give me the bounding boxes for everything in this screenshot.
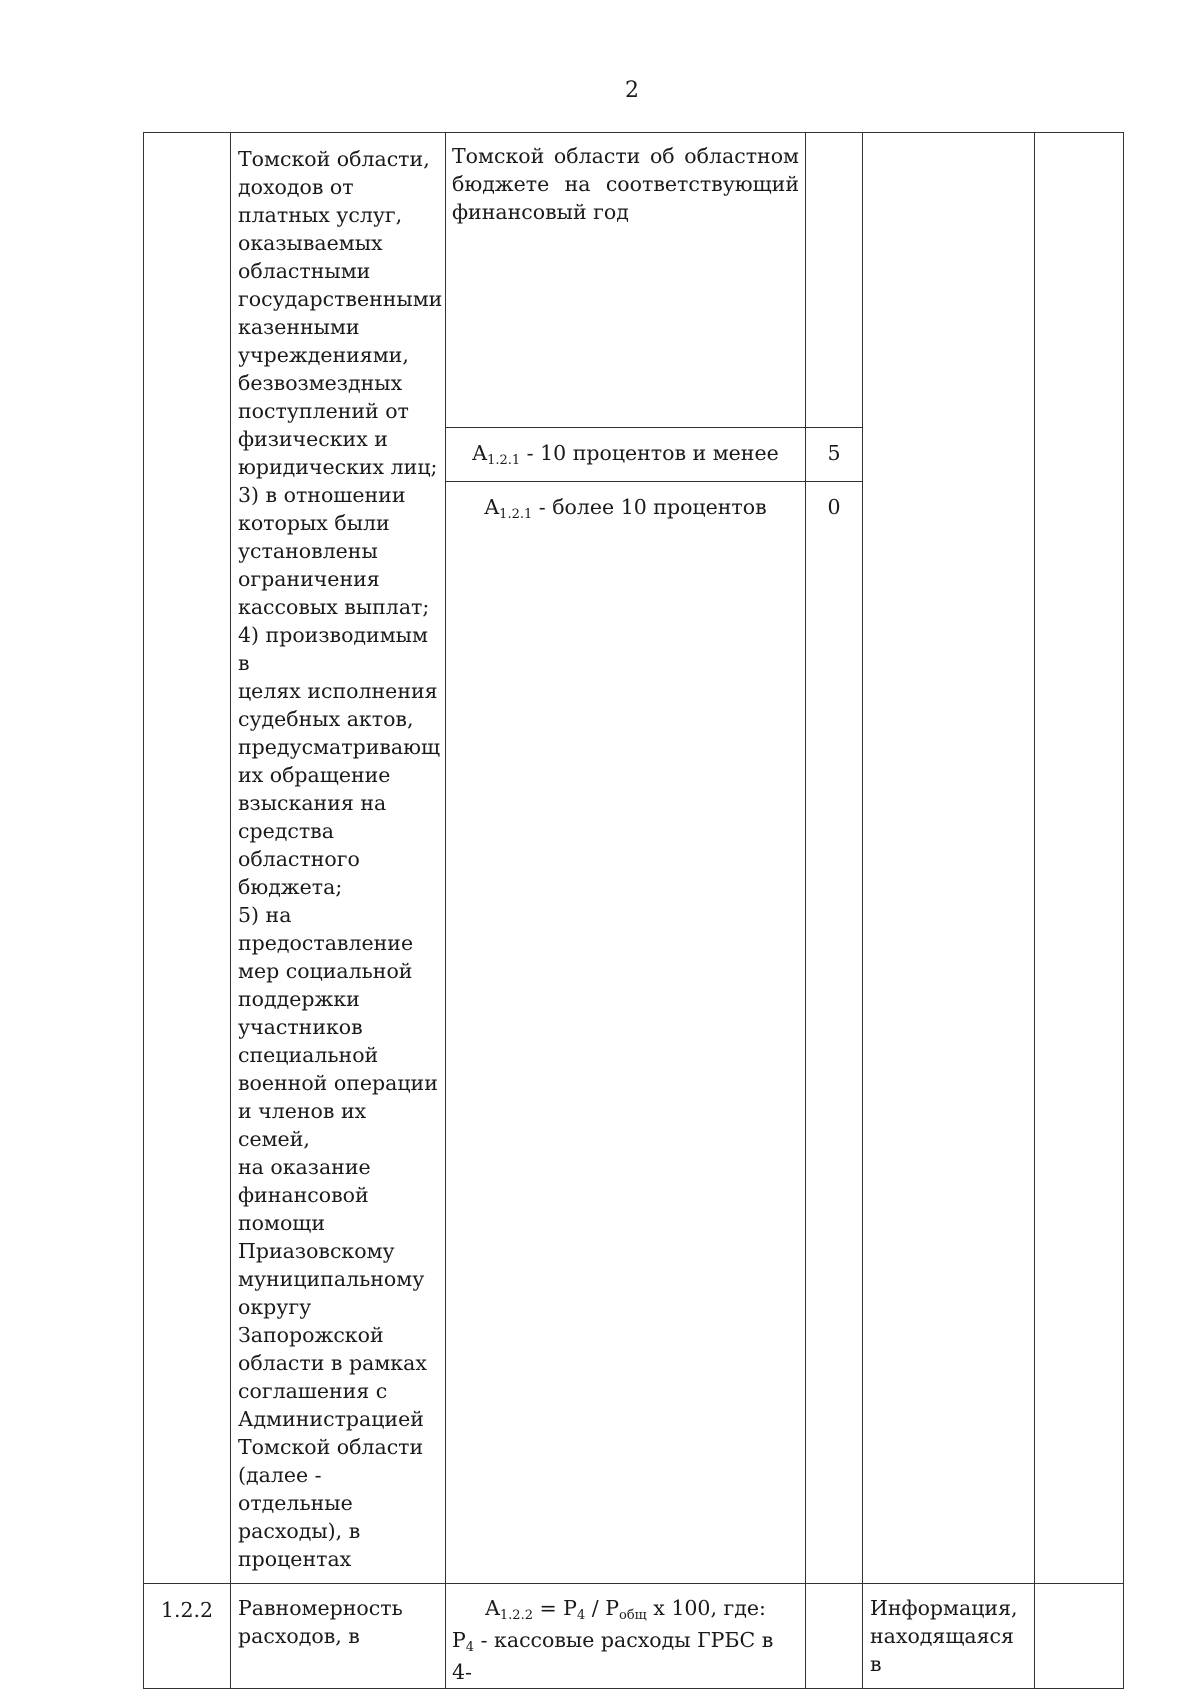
page-number: 2 (625, 78, 639, 103)
criterion-score: 0 (806, 482, 863, 1584)
source-cell (863, 133, 1035, 1584)
table-row (144, 1584, 1124, 1689)
note-cell (1035, 133, 1124, 1584)
formula-cell: Томской области об областном бюджете на соответствующий финансовый год (446, 133, 806, 428)
row-number-cell (144, 133, 231, 1584)
formula-line: $A_{1.2.2} = P_4 / P_{общ}$ x 100, где: (485, 1596, 766, 1623)
criterion-score: 5 (806, 428, 863, 482)
criterion-cell: $A_{1.2.1}$ - более 10 процентов (446, 482, 806, 1584)
criterion-cell: $A_{1.2.1} - 10$ процентов и менее (446, 428, 806, 482)
formula-cell (446, 1584, 806, 1689)
formula-definition-line: $P_4$ - кассовые расходы ГРБС в 4- (452, 1628, 774, 1684)
note-cell (1035, 1584, 1124, 1689)
table-row (144, 133, 1124, 428)
score-cell (806, 133, 863, 428)
criteria-table (143, 132, 1124, 1689)
source-cell: Информация, находящаяся в (863, 1584, 1035, 1689)
score-cell (806, 1584, 863, 1689)
row-number-cell: 1.2.2 (144, 1584, 231, 1689)
indicator-name-cell: Равномерность расходов, в (231, 1584, 446, 1689)
indicator-name-cell: Томской области, доходов от платных услуг, оказываемых областными государственными казенными учреждениями, безвозмездных поступлений от физических и юридических лиц; 3) в отношении которых были установлены ограничения кассовых выплат; 4) производимым в целях исполнения судебных актов, предусматривающ их обращение взыскания на средства областного бюджета; 5) на предоставление мер социальной поддержки участников специальной военной операции и членов их семей, на оказание финансовой помощи Приазовскому муниципальному округу Запорожской области в рамках соглашения с Администрацией Томской области (далее - отдельные расходы), в процентах (231, 133, 446, 1584)
